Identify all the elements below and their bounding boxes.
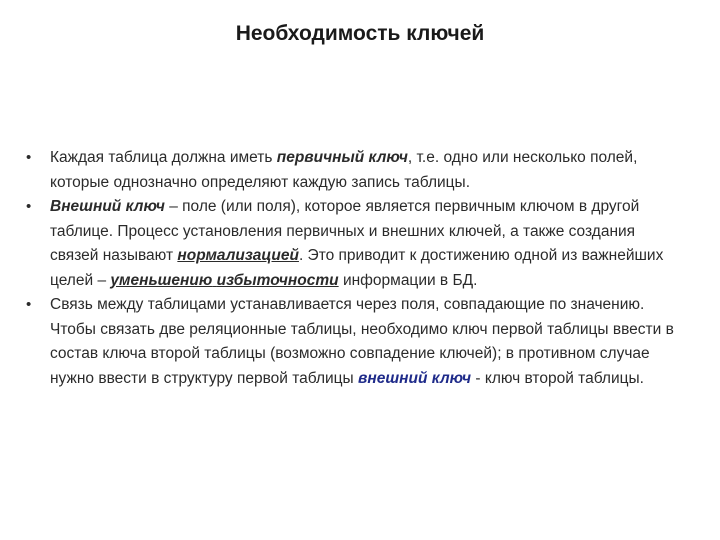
- bullet-icon: •: [26, 149, 32, 166]
- term-reduction: уменьшению: [110, 271, 213, 289]
- term-foreign-key-blue: внешний ключ: [358, 369, 472, 387]
- bullet-text: – поле (или поля), которое является первичным ключом в другой таблице. Процесс установления первичных и внешних ключей, а также создания связей называют: [50, 198, 640, 264]
- bullet-list: [26, 146, 676, 391]
- bullet-text: Каждая таблица должна иметь: [50, 149, 277, 166]
- term-foreign-key: Внешний ключ: [50, 198, 165, 215]
- bullet-text: информации в БД.: [338, 271, 478, 289]
- term-redundancy: избыточности: [216, 271, 339, 289]
- bullet-text: . Это приводит к достижению одной из важнейших целей –: [50, 247, 664, 289]
- term-primary-key: первичный ключ: [276, 149, 408, 166]
- term-normalization: нормализацией: [177, 247, 299, 264]
- bullet-icon: •: [26, 296, 32, 313]
- bullet-text: - ключ второй таблицы.: [471, 369, 644, 387]
- bullet-item-foreign-key: [26, 195, 676, 293]
- bullet-text: Связь между таблицами устанавливается через поля, совпадающие по значению. Чтобы связать две реляционные таблицы, необходимо ключ первой таблицы ввести в состав ключа второй таблицы (возможно совпадение ключей); в противном случае нужно ввести в структуру первой таблицы: [50, 296, 674, 387]
- slide-title: Необходимость ключей: [235, 22, 485, 45]
- bullet-item-relation: [26, 293, 676, 391]
- bullet-icon: •: [26, 198, 32, 215]
- bullet-item-primary-key: [26, 146, 676, 195]
- bullet-text: , т.е. одно или несколько полей, которые однозначно определяют каждую запись таблицы.: [50, 149, 638, 191]
